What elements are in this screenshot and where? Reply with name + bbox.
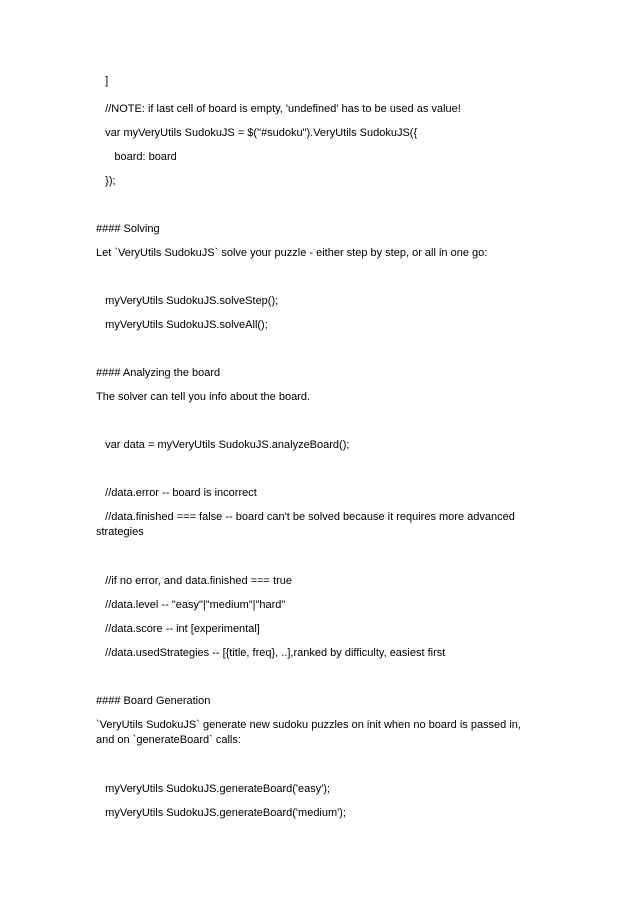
section-heading-analyzing: #### Analyzing the board	[96, 367, 221, 379]
code-line: myVeryUtils SudokuJS.solveAll();	[96, 319, 268, 331]
code-line: });	[96, 175, 116, 187]
code-line: board: board	[96, 151, 177, 163]
code-comment-line: //NOTE: if last cell of board is empty, 'undefined' has to be used as value!	[96, 103, 461, 115]
code-line: myVeryUtils SudokuJS.generateBoard('medium');	[96, 807, 346, 819]
code-line: myVeryUtils SudokuJS.solveStep();	[96, 295, 279, 307]
code-line: myVeryUtils SudokuJS.generateBoard('easy');	[96, 783, 331, 795]
paragraph: `VeryUtils SudokuJS` generate new sudoku puzzles on init when no board is passed in, and on `generateBoard` calls:	[96, 719, 525, 746]
code-comment-line: //data.score -- int [experimental]	[96, 623, 260, 635]
code-comment-line: //if no error, and data.finished === true	[96, 575, 292, 587]
code-comment-line: //data.finished === false -- board can't be solved because it requires more advanced strategies	[96, 511, 518, 538]
code-comment-line: //data.error -- board is incorrect	[96, 487, 257, 499]
paragraph: Let `VeryUtils SudokuJS` solve your puzzle - either step by step, or all in one go:	[96, 247, 488, 259]
code-line: var data = myVeryUtils SudokuJS.analyzeBoard();	[96, 439, 350, 451]
section-heading-solving: #### Solving	[96, 223, 160, 235]
code-comment-line: //data.usedStrategies -- [{title, freq}, ..],ranked by difficulty, easiest first	[96, 647, 446, 659]
code-line: var myVeryUtils SudokuJS = $("#sudoku").VeryUtils SudokuJS({	[96, 127, 418, 139]
code-line: ]	[96, 75, 109, 87]
section-heading-board-generation: #### Board Generation	[96, 695, 211, 707]
paragraph: The solver can tell you info about the board.	[96, 391, 311, 403]
code-comment-line: //data.level -- "easy"|"medium"|"hard"	[96, 599, 286, 611]
